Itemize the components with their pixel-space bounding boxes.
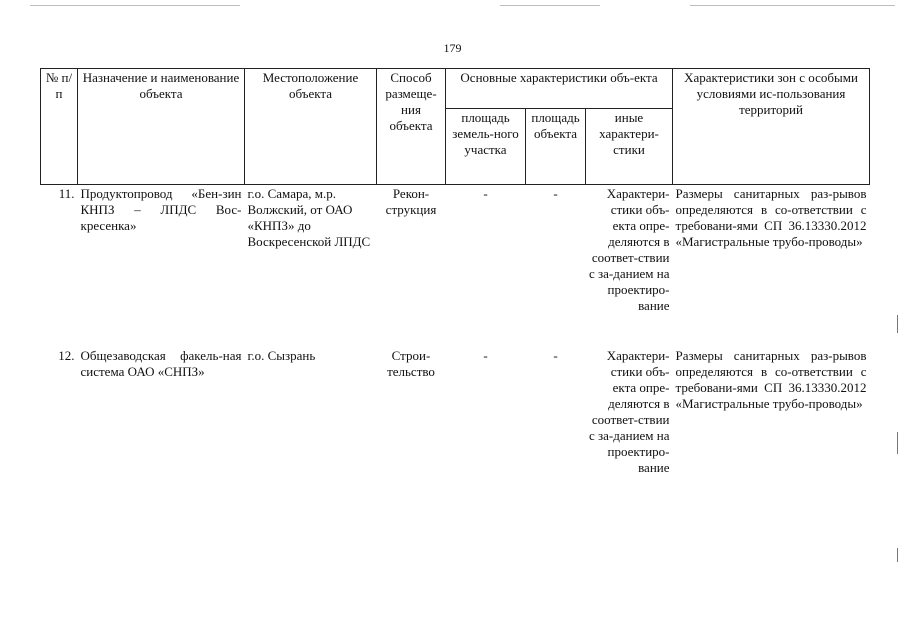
- land-area-value: -: [483, 347, 488, 363]
- zone-characteristics: Размеры санитарных раз-рывов определяются в со-ответствии с требовани-ями СП 36.13330.2012 «Магистральные трубо-проводы»: [675, 186, 867, 249]
- header-location: Местоположение объекта: [245, 69, 377, 185]
- table-header: [41, 69, 870, 185]
- scan-edge-mark: [897, 315, 898, 333]
- other-characteristics: Характери-стики объ-екта опре-деляются в соответ-ствии с за-данием на проектиро-вание: [588, 347, 670, 475]
- object-area-value: -: [553, 186, 558, 201]
- scan-edge-mark: [897, 432, 898, 454]
- header-main-characteristics: Основные характеристики объ-екта: [446, 69, 673, 109]
- page-number: 179: [443, 41, 462, 55]
- zone-characteristics: Размеры санитарных раз-рывов определяются в со-ответствии с требовани-ями СП 36.13330.2012 «Магистральные трубо-проводы»: [675, 347, 867, 411]
- scan-edge-mark: [897, 548, 898, 562]
- header-land-area: площадь земель-ного участка: [446, 109, 526, 185]
- header-object-area: площадь объекта: [526, 109, 586, 185]
- objects-table: [40, 68, 870, 477]
- header-zones: Характеристики зон с особыми условиями ис-пользования территорий: [673, 69, 870, 185]
- table-row: [41, 347, 870, 477]
- object-name: Продуктопровод «Бен-зин КНПЗ – ЛПДС Вос-кресенка»: [80, 186, 242, 233]
- placement-method: Строи-тельство: [387, 347, 435, 379]
- table-row: [41, 185, 870, 347]
- object-location: г.о. Самара, м.р. Волжский, от ОАО «КНПЗ» до Воскресенской ЛПДС: [247, 186, 371, 249]
- header-other-characteristics: иные характери-стики: [586, 109, 673, 185]
- other-characteristics: Характери-стики объ-екта опре-деляются в соответ-ствии с за-данием на проектиро-вание: [588, 186, 670, 313]
- row-number: 11.: [58, 186, 75, 201]
- land-area-value: -: [483, 186, 488, 201]
- header-num: № п/п: [41, 69, 78, 185]
- header-name: Назначение и наименование объекта: [78, 69, 245, 185]
- header-method: Способ размеще-ния объекта: [377, 69, 446, 185]
- object-area-value: -: [553, 347, 558, 363]
- scan-edge-line: [30, 5, 240, 6]
- scan-edge-line: [690, 5, 895, 6]
- object-location: г.о. Сызрань: [247, 347, 316, 363]
- placement-method: Рекон-струкция: [385, 186, 437, 217]
- object-name: Общезаводская факель-ная система ОАО «СНПЗ»: [80, 347, 242, 379]
- scan-edge-line: [500, 5, 600, 6]
- row-number: 12.: [58, 347, 75, 363]
